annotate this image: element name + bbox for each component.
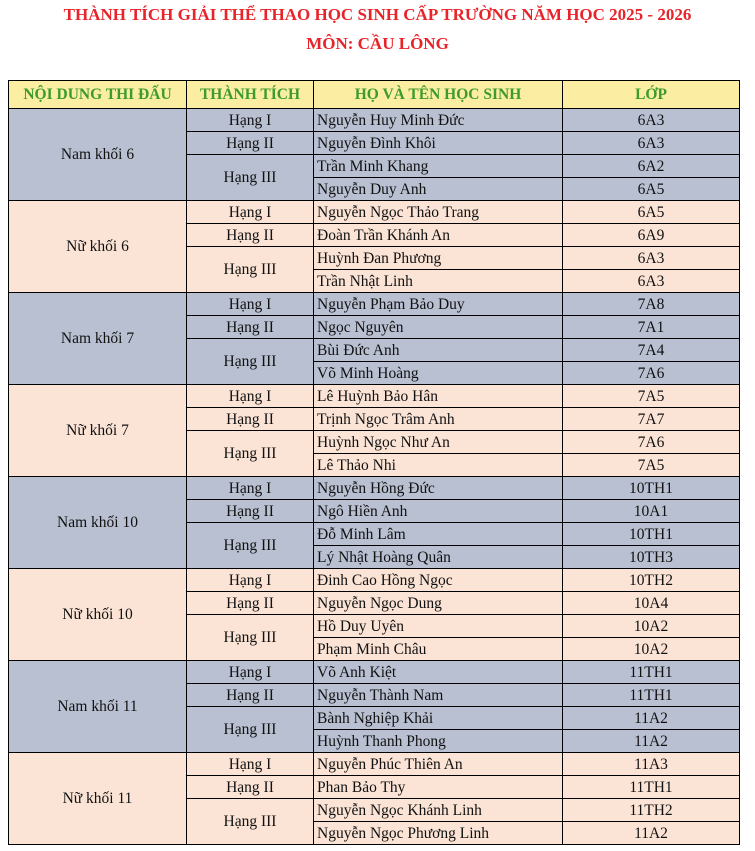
rank-cell: Hạng I [187, 385, 314, 408]
class-cell: 11TH1 [563, 661, 740, 684]
header-achievement: THÀNH TÍCH [187, 81, 314, 109]
student-name-cell: Hồ Duy Uyên [314, 615, 563, 638]
document-subtitle: MÔN: CẦU LÔNG [306, 34, 449, 53]
table-row [9, 201, 740, 224]
class-cell: 10TH1 [563, 523, 740, 546]
class-cell: 10A4 [563, 592, 740, 615]
student-name-cell: Nguyễn Ngọc Dung [314, 592, 563, 615]
class-cell: 10A2 [563, 615, 740, 638]
table-body [9, 109, 740, 845]
class-cell: 6A5 [563, 178, 740, 201]
student-name-cell: Lê Thảo Nhi [314, 454, 563, 477]
class-cell: 7A1 [563, 316, 740, 339]
rank-cell: Hạng II [187, 776, 314, 799]
header-event: NỘI DUNG THI ĐẤU [9, 81, 187, 109]
rank-cell: Hạng II [187, 500, 314, 523]
class-cell: 10TH2 [563, 569, 740, 592]
class-cell: 7A4 [563, 339, 740, 362]
header-class: LỚP [563, 81, 740, 109]
class-cell: 7A5 [563, 454, 740, 477]
student-name-cell: Ngọc Nguyên [314, 316, 563, 339]
class-cell: 11TH1 [563, 776, 740, 799]
table-header-row [9, 81, 740, 109]
rank-cell: Hạng II [187, 316, 314, 339]
table-row [9, 661, 740, 684]
rank-cell: Hạng III [187, 247, 314, 293]
rank-cell: Hạng II [187, 132, 314, 155]
category-cell: Nữ khối 10 [9, 569, 187, 661]
rank-cell: Hạng I [187, 477, 314, 500]
class-cell: 10A1 [563, 500, 740, 523]
class-cell: 6A3 [563, 132, 740, 155]
rank-cell: Hạng II [187, 408, 314, 431]
rank-cell: Hạng II [187, 224, 314, 247]
student-name-cell: Nguyễn Ngọc Thảo Trang [314, 201, 563, 224]
student-name-cell: Huỳnh Đan Phương [314, 247, 563, 270]
class-cell: 11TH2 [563, 799, 740, 822]
student-name-cell: Trần Nhật Linh [314, 270, 563, 293]
student-name-cell: Đinh Cao Hồng Ngọc [314, 569, 563, 592]
category-cell: Nam khối 7 [9, 293, 187, 385]
student-name-cell: Huỳnh Thanh Phong [314, 730, 563, 753]
rank-cell: Hạng I [187, 293, 314, 316]
student-name-cell: Đỗ Minh Lâm [314, 523, 563, 546]
document-title: THÀNH TÍCH GIẢI THỂ THAO HỌC SINH CẤP TRƯỜNG NĂM HỌC 2025 - 2026 [63, 5, 692, 24]
rank-cell: Hạng I [187, 109, 314, 132]
rank-cell: Hạng II [187, 592, 314, 615]
class-cell: 6A3 [563, 109, 740, 132]
class-cell: 7A7 [563, 408, 740, 431]
student-name-cell: Nguyễn Ngọc Khánh Linh [314, 799, 563, 822]
table-row [9, 293, 740, 316]
class-cell: 11A2 [563, 730, 740, 753]
class-cell: 11A2 [563, 707, 740, 730]
student-name-cell: Bùi Đức Anh [314, 339, 563, 362]
class-cell: 11TH1 [563, 684, 740, 707]
rank-cell: Hạng II [187, 684, 314, 707]
rank-cell: Hạng III [187, 431, 314, 477]
student-name-cell: Đoàn Trần Khánh An [314, 224, 563, 247]
rank-cell: Hạng III [187, 339, 314, 385]
class-cell: 11A2 [563, 822, 740, 845]
rank-cell: Hạng III [187, 799, 314, 845]
rank-cell: Hạng III [187, 615, 314, 661]
rank-cell: Hạng I [187, 661, 314, 684]
class-cell: 6A5 [563, 201, 740, 224]
category-cell: Nam khối 11 [9, 661, 187, 753]
student-name-cell: Phạm Minh Châu [314, 638, 563, 661]
student-name-cell: Huỳnh Ngọc Như An [314, 431, 563, 454]
class-cell: 10TH1 [563, 477, 740, 500]
class-cell: 6A2 [563, 155, 740, 178]
category-cell: Nữ khối 7 [9, 385, 187, 477]
student-name-cell: Lê Huỳnh Bảo Hân [314, 385, 563, 408]
class-cell: 6A3 [563, 247, 740, 270]
category-cell: Nữ khối 6 [9, 201, 187, 293]
class-cell: 10TH3 [563, 546, 740, 569]
student-name-cell: Nguyễn Đình Khôi [314, 132, 563, 155]
student-name-cell: Nguyễn Huy Minh Đức [314, 109, 563, 132]
category-cell: Nữ khối 11 [9, 753, 187, 845]
student-name-cell: Nguyễn Hồng Đức [314, 477, 563, 500]
header-student-name: HỌ VÀ TÊN HỌC SINH [314, 81, 563, 109]
class-cell: 6A3 [563, 270, 740, 293]
rank-cell: Hạng III [187, 523, 314, 569]
class-cell: 7A5 [563, 385, 740, 408]
rank-cell: Hạng I [187, 753, 314, 776]
student-name-cell: Lý Nhật Hoàng Quân [314, 546, 563, 569]
student-name-cell: Phan Bảo Thy [314, 776, 563, 799]
rank-cell: Hạng III [187, 707, 314, 753]
rank-cell: Hạng III [187, 155, 314, 201]
category-cell: Nam khối 6 [9, 109, 187, 201]
table-row [9, 753, 740, 776]
student-name-cell: Bành Nghiệp Khải [314, 707, 563, 730]
student-name-cell: Ngô Hiền Anh [314, 500, 563, 523]
student-name-cell: Nguyễn Phạm Bảo Duy [314, 293, 563, 316]
student-name-cell: Nguyễn Thành Nam [314, 684, 563, 707]
rank-cell: Hạng I [187, 569, 314, 592]
class-cell: 7A6 [563, 431, 740, 454]
student-name-cell: Trần Minh Khang [314, 155, 563, 178]
table-row [9, 109, 740, 132]
student-name-cell: Nguyễn Phúc Thiên An [314, 753, 563, 776]
student-name-cell: Trịnh Ngọc Trâm Anh [314, 408, 563, 431]
class-cell: 7A6 [563, 362, 740, 385]
category-cell: Nam khối 10 [9, 477, 187, 569]
class-cell: 6A9 [563, 224, 740, 247]
student-name-cell: Võ Minh Hoàng [314, 362, 563, 385]
rank-cell: Hạng I [187, 201, 314, 224]
class-cell: 10A2 [563, 638, 740, 661]
class-cell: 11A3 [563, 753, 740, 776]
student-name-cell: Võ Anh Kiệt [314, 661, 563, 684]
student-name-cell: Nguyễn Duy Anh [314, 178, 563, 201]
table-row [9, 569, 740, 592]
class-cell: 7A8 [563, 293, 740, 316]
table-row [9, 385, 740, 408]
results-table [8, 80, 740, 845]
student-name-cell: Nguyễn Ngọc Phương Linh [314, 822, 563, 845]
table-row [9, 477, 740, 500]
